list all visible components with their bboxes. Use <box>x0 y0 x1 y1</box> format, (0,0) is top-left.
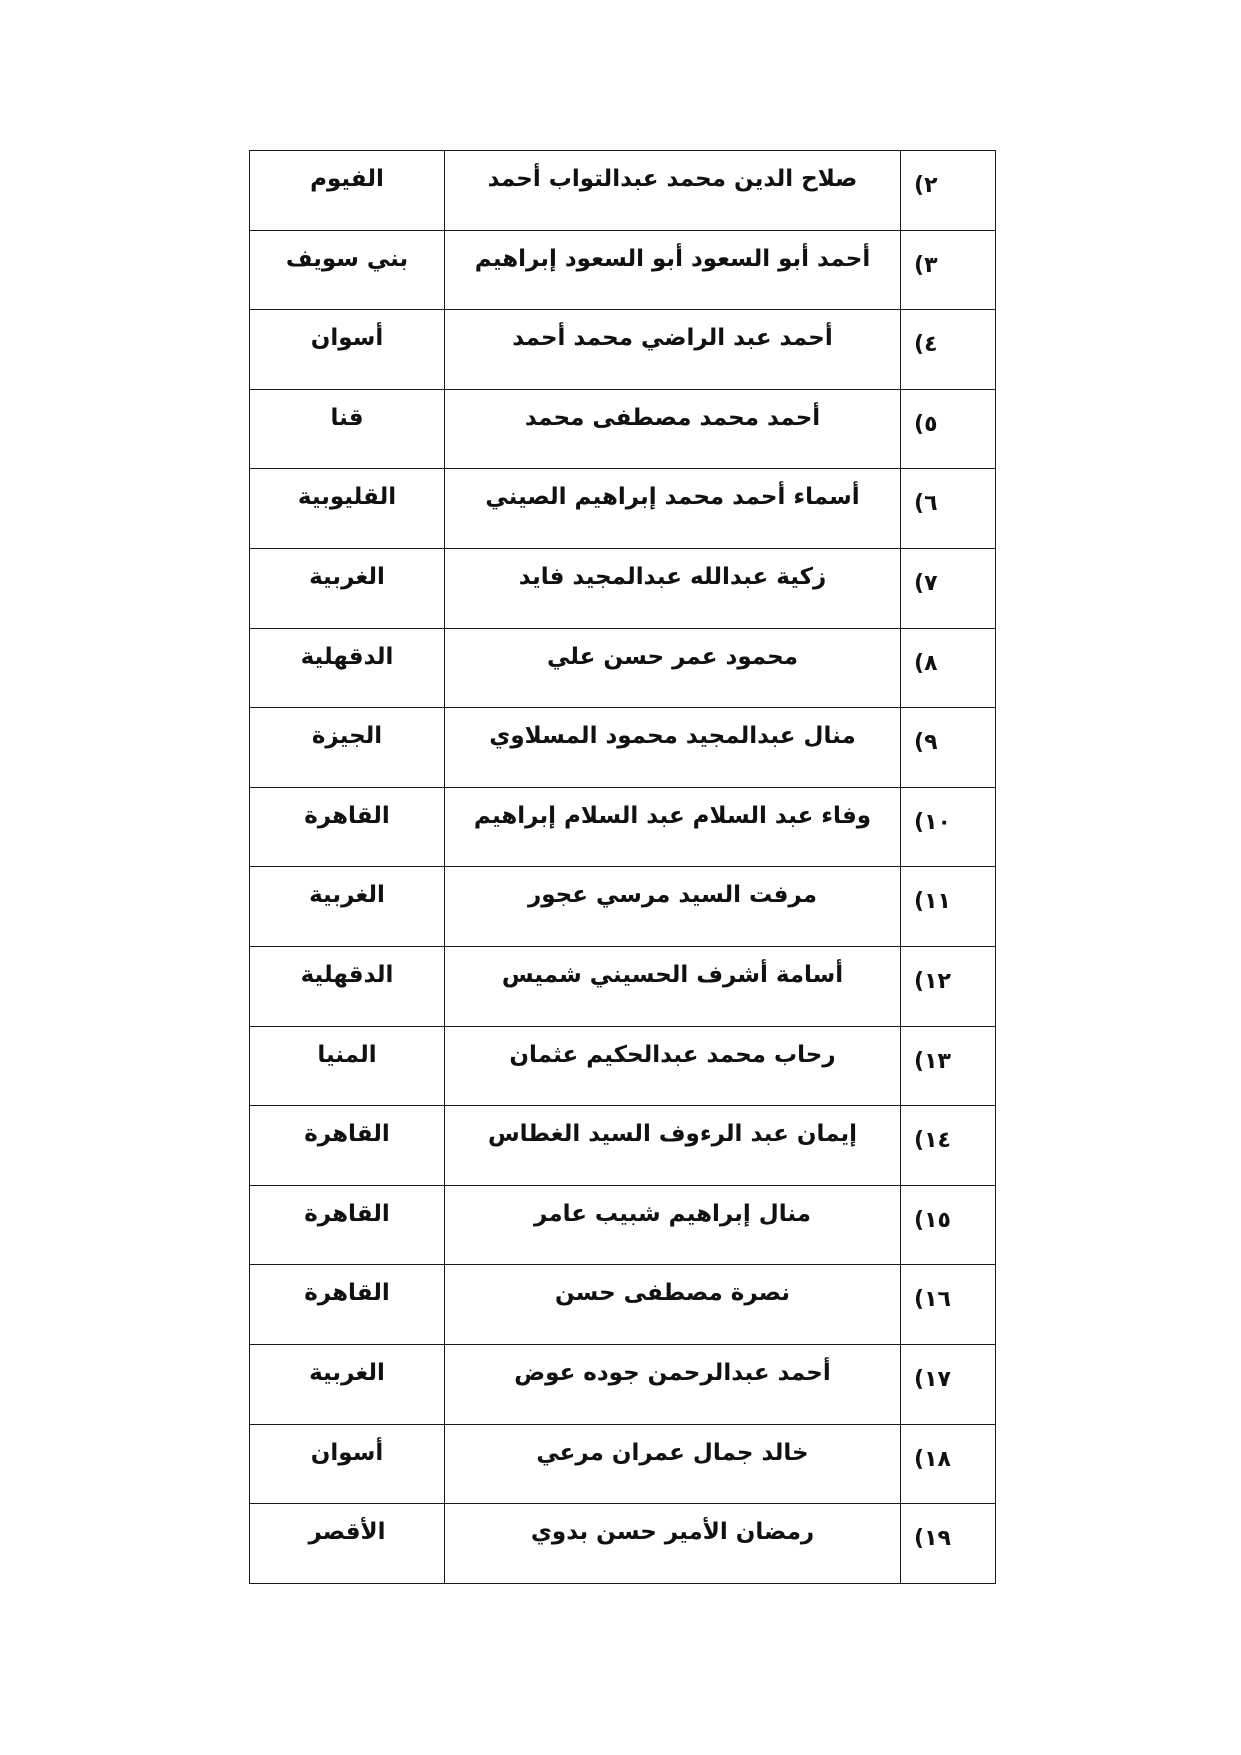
table-row <box>250 1265 996 1345</box>
person-name: محمود عمر حسن علي <box>445 628 901 708</box>
governorate: القاهرة <box>250 787 445 867</box>
governorate: الدقهلية <box>250 628 445 708</box>
table-row <box>250 628 996 708</box>
governorate: الغربية <box>250 1344 445 1424</box>
person-name: إيمان عبد الرءوف السيد الغطاس <box>445 1106 901 1186</box>
row-number: ١٦) <box>901 1265 996 1345</box>
governorate: الغربية <box>250 548 445 628</box>
row-number: ٥) <box>901 389 996 469</box>
governorate: المنيا <box>250 1026 445 1106</box>
table-row <box>250 1106 996 1186</box>
table-row <box>250 867 996 947</box>
row-number: ١٥) <box>901 1185 996 1265</box>
table-row <box>250 469 996 549</box>
table-row <box>250 230 996 310</box>
table-row <box>250 787 996 867</box>
governorate: أسوان <box>250 1424 445 1504</box>
governorate: الأقصر <box>250 1504 445 1584</box>
row-number: ١٣) <box>901 1026 996 1106</box>
row-number: ٩) <box>901 708 996 788</box>
person-name: أحمد عبدالرحمن جوده عوض <box>445 1344 901 1424</box>
person-name: منال عبدالمجيد محمود المسلاوي <box>445 708 901 788</box>
table-row <box>250 389 996 469</box>
governorate: قنا <box>250 389 445 469</box>
governorate: القليوبية <box>250 469 445 549</box>
person-name: أسامة أشرف الحسيني شميس <box>445 946 901 1026</box>
governorate: الجيزة <box>250 708 445 788</box>
person-name: منال إبراهيم شبيب عامر <box>445 1185 901 1265</box>
governorate: القاهرة <box>250 1265 445 1345</box>
person-name: نصرة مصطفى حسن <box>445 1265 901 1345</box>
governorate: بني سويف <box>250 230 445 310</box>
governorate: الدقهلية <box>250 946 445 1026</box>
person-name: وفاء عبد السلام عبد السلام إبراهيم <box>445 787 901 867</box>
person-name: أحمد عبد الراضي محمد أحمد <box>445 310 901 390</box>
governorate: أسوان <box>250 310 445 390</box>
table-row <box>250 1504 996 1584</box>
person-name: مرفت السيد مرسي عجور <box>445 867 901 947</box>
row-number: ١٨) <box>901 1424 996 1504</box>
row-number: ٤) <box>901 310 996 390</box>
row-number: ١١) <box>901 867 996 947</box>
names-table <box>249 150 996 1584</box>
row-number: ١٠) <box>901 787 996 867</box>
governorate: القاهرة <box>250 1106 445 1186</box>
table-row <box>250 1424 996 1504</box>
person-name: أحمد أبو السعود أبو السعود إبراهيم <box>445 230 901 310</box>
table-row <box>250 1026 996 1106</box>
row-number: ١٩) <box>901 1504 996 1584</box>
governorate: الغربية <box>250 867 445 947</box>
row-number: ٣) <box>901 230 996 310</box>
person-name: صلاح الدين محمد عبدالتواب أحمد <box>445 151 901 231</box>
person-name: زكية عبدالله عبدالمجيد فايد <box>445 548 901 628</box>
governorate: الفيوم <box>250 151 445 231</box>
table-row <box>250 946 996 1026</box>
row-number: ١٤) <box>901 1106 996 1186</box>
table-row <box>250 151 996 231</box>
person-name: رمضان الأمير حسن بدوي <box>445 1504 901 1584</box>
person-name: رحاب محمد عبدالحكيم عثمان <box>445 1026 901 1106</box>
row-number: ٧) <box>901 548 996 628</box>
governorate: القاهرة <box>250 1185 445 1265</box>
table-row <box>250 1344 996 1424</box>
row-number: ٢) <box>901 151 996 231</box>
table-row <box>250 708 996 788</box>
table-row <box>250 548 996 628</box>
table-row <box>250 1185 996 1265</box>
row-number: ١٢) <box>901 946 996 1026</box>
row-number: ١٧) <box>901 1344 996 1424</box>
row-number: ٨) <box>901 628 996 708</box>
row-number: ٦) <box>901 469 996 549</box>
person-name: خالد جمال عمران مرعي <box>445 1424 901 1504</box>
table-row <box>250 310 996 390</box>
person-name: أسماء أحمد محمد إبراهيم الصيني <box>445 469 901 549</box>
person-name: أحمد محمد مصطفى محمد <box>445 389 901 469</box>
